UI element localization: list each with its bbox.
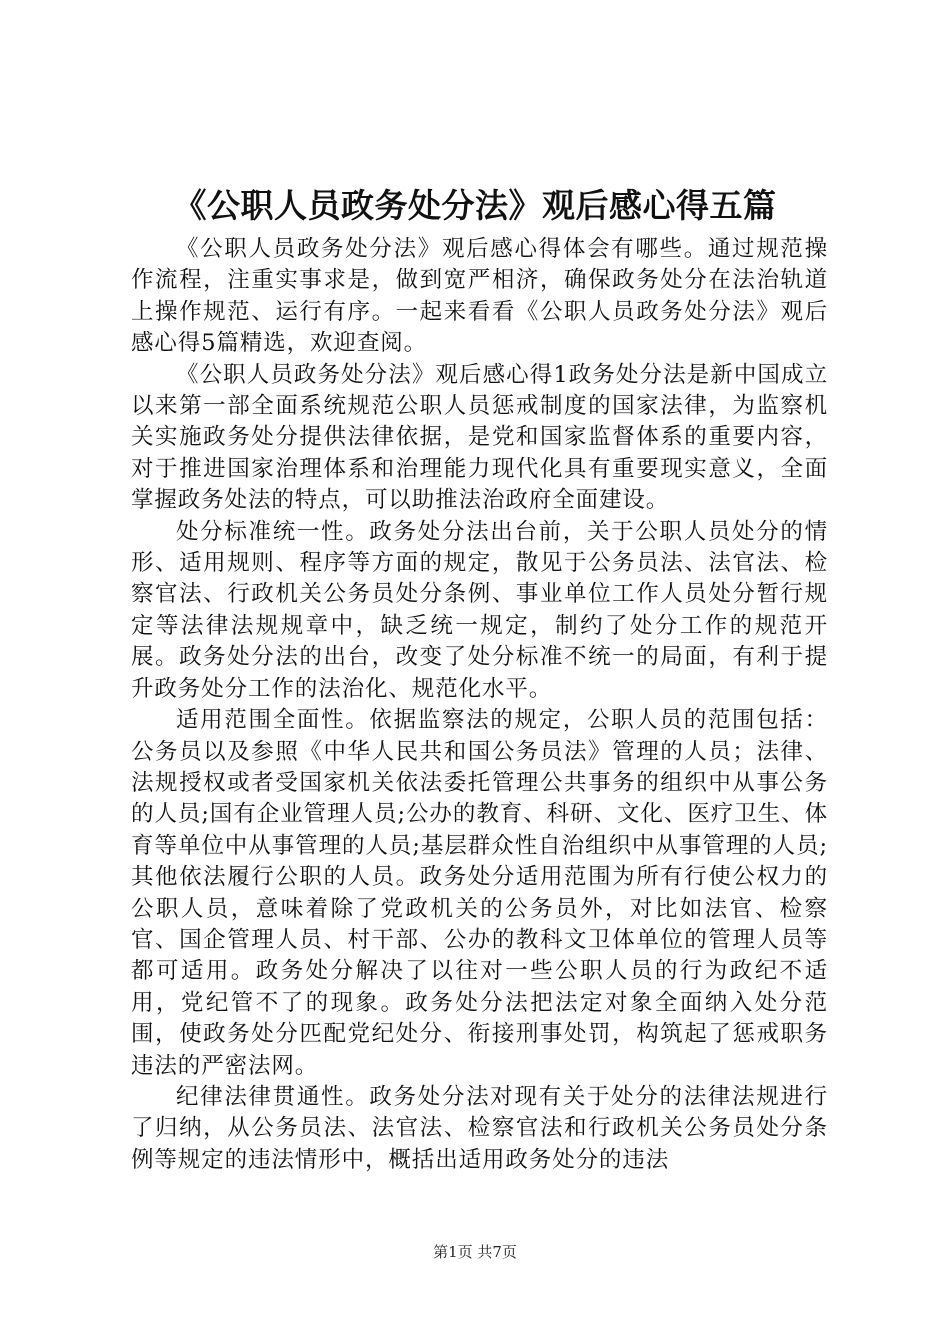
paragraph-essay-1: 《公职人员政务处分法》观后感心得1政务处分法是新中国成立以来第一部全面系统规范公职人员惩戒制度的国家法律，为监察机关实施政务处分提供法律依据，是党和国家监督体系的重要内容，对于推进国家治理体系和治理能力现代化具有重要现实意义，全面掌握政务处法的特点，可以助推法治政府全面建设。: [131, 361, 828, 514]
paragraph-comprehensive-scope: 适用范围全面性。依据监察法的规定，公职人员的范围包括：公务员以及参照《中华人民共和国公务员法》管理的人员；法律、法规授权或者受国家机关依法委托管理公共事务的组织中从事公务的人员;国有企业管理人员;公办的教育、科研、文化、医疗卫生、体育等单位中从事管理的人员;基层群众性自治组织中从事管理的人员;其他依法履行公职的人员。政务处分适用范围为所有行使公权力的公职人员，意味着除了党政机关的公务员外，对比如法官、检察官、国企管理人员、村干部、公办的教科文卫体单位的管理人员等都可适用。政务处分解决了以往对一些公职人员的行为政纪不适用，党纪管不了的现象。政务处分法把法定对象全面纳入处分范围，使政务处分匹配党纪处分、衔接刑事处罚，构筑起了惩戒职务违法的严密法网。: [131, 707, 828, 1079]
paragraph-unified-standard: 处分标准统一性。政务处分法出台前，关于公职人员处分的情形、适用规则、程序等方面的规定，散见于公务员法、法官法、检察官法、行政机关公务员处分条例、事业单位工作人员处分暂行规定等法律法规规章中，缺乏统一规定，制约了处分工作的规范开展。政务处分法的出台，改变了处分标准不统一的局面，有利于提升政务处分工作的法治化、规范化水平。: [131, 518, 828, 702]
document-body: [131, 234, 828, 1176]
page-number-footer: 第1页 共7页: [433, 1243, 517, 1261]
paragraph-intro: 《公职人员政务处分法》观后感心得体会有哪些。通过规范操作流程，注重实事求是，做到宽严相济，确保政务处分在法治轨道上操作规范、运行有序。一起来看看《公职人员政务处分法》观后感心得5篇精选，欢迎查阅。: [131, 236, 828, 357]
document-title: 《公职人员政务处分法》观后感心得五篇: [173, 186, 777, 225]
paragraph-discipline-law-coherence: 纪律法律贯通性。政务处分法对现有关于处分的法律法规进行了归纳，从公务员法、法官法、检察官法和行政机关公务员处分条例等规定的违法情形中，概括出适用政务处分的违法: [131, 1083, 828, 1173]
